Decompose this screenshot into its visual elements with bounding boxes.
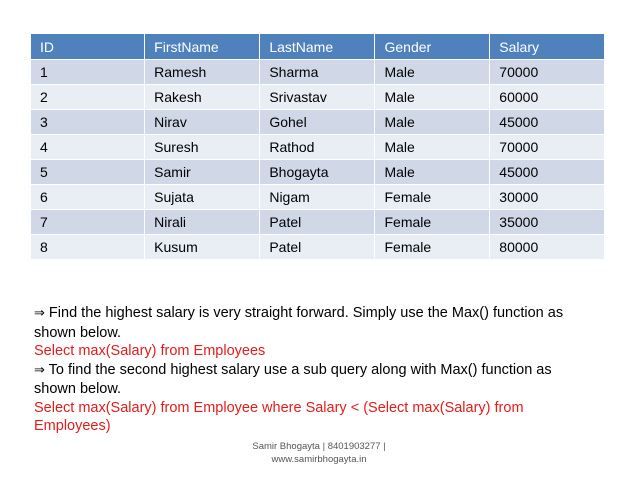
- table-row: [31, 210, 605, 235]
- footer: [200, 440, 438, 466]
- cell-lastname: Sharma: [260, 60, 375, 85]
- employee-table: [30, 33, 605, 260]
- cell-firstname: Samir: [145, 160, 260, 185]
- cell-lastname: Bhogayta: [260, 160, 375, 185]
- cell-gender: Female: [375, 185, 490, 210]
- table-row: [31, 85, 605, 110]
- header-id: ID: [31, 34, 145, 60]
- cell-salary: 60000: [490, 85, 605, 110]
- header-salary: Salary: [490, 34, 605, 60]
- cell-id: 1: [31, 60, 145, 85]
- cell-salary: 45000: [490, 160, 605, 185]
- header-firstname: FirstName: [145, 34, 260, 60]
- note-text: To find the second highest salary use a sub query along with Max() function as: [44, 361, 552, 378]
- cell-salary: 70000: [490, 60, 605, 85]
- cell-firstname: Ramesh: [145, 60, 260, 85]
- cell-gender: Male: [375, 60, 490, 85]
- table-row: [31, 235, 605, 260]
- cell-lastname: Srivastav: [260, 85, 375, 110]
- sql-query: Select max(Salary) from Employees: [34, 343, 266, 359]
- cell-lastname: Patel: [260, 235, 375, 260]
- cell-id: 4: [31, 135, 145, 160]
- cell-id: 8: [31, 235, 145, 260]
- cell-lastname: Nigam: [260, 185, 375, 210]
- cell-id: 6: [31, 185, 145, 210]
- cell-lastname: Patel: [260, 210, 375, 235]
- note-line: [34, 304, 594, 324]
- header-lastname: LastName: [260, 34, 375, 60]
- cell-firstname: Kusum: [145, 235, 260, 260]
- cell-id: 5: [31, 160, 145, 185]
- cell-lastname: Rathod: [260, 135, 375, 160]
- table-header-row: [31, 34, 605, 60]
- header-gender: Gender: [375, 34, 490, 60]
- table-row: [31, 185, 605, 210]
- note-line: shown below.: [34, 324, 122, 341]
- cell-gender: Male: [375, 110, 490, 135]
- cell-firstname: Nirav: [145, 110, 260, 135]
- cell-firstname: Suresh: [145, 135, 260, 160]
- cell-id: 7: [31, 210, 145, 235]
- cell-gender: Male: [375, 135, 490, 160]
- cell-lastname: Gohel: [260, 110, 375, 135]
- footer-website: www.samirbhogayta.in: [271, 454, 367, 465]
- cell-gender: Male: [375, 85, 490, 110]
- table-row: [31, 160, 605, 185]
- cell-firstname: Nirali: [145, 210, 260, 235]
- note-line: shown below.: [34, 381, 122, 397]
- cell-firstname: Rakesh: [145, 85, 260, 110]
- arrow-icon: ⇒: [34, 306, 45, 321]
- cell-salary: 80000: [490, 235, 605, 260]
- sql-query: Select max(Salary) from Employee where Salary < (Select max(Salary) from: [34, 399, 524, 416]
- cell-salary: 45000: [490, 110, 605, 135]
- cell-salary: 70000: [490, 135, 605, 160]
- cell-salary: 35000: [490, 210, 605, 235]
- table-row: [31, 135, 605, 160]
- cell-gender: Male: [375, 160, 490, 185]
- cell-gender: Female: [375, 235, 490, 260]
- notes-block: [34, 304, 594, 436]
- cell-salary: 30000: [490, 185, 605, 210]
- cell-id: 3: [31, 110, 145, 135]
- arrow-icon: ⇒: [34, 362, 45, 378]
- table-row: [31, 110, 605, 135]
- cell-id: 2: [31, 85, 145, 110]
- cell-gender: Female: [375, 210, 490, 235]
- note-text: Find the highest salary is very straight forward. Simply use the Max() function as: [44, 305, 564, 321]
- note-line: [34, 361, 594, 381]
- cell-firstname: Sujata: [145, 185, 260, 210]
- footer-contact: Samir Bhogayta | 8401903277 |: [252, 441, 386, 452]
- table-row: [31, 60, 605, 85]
- sql-query: Employees): [34, 418, 111, 434]
